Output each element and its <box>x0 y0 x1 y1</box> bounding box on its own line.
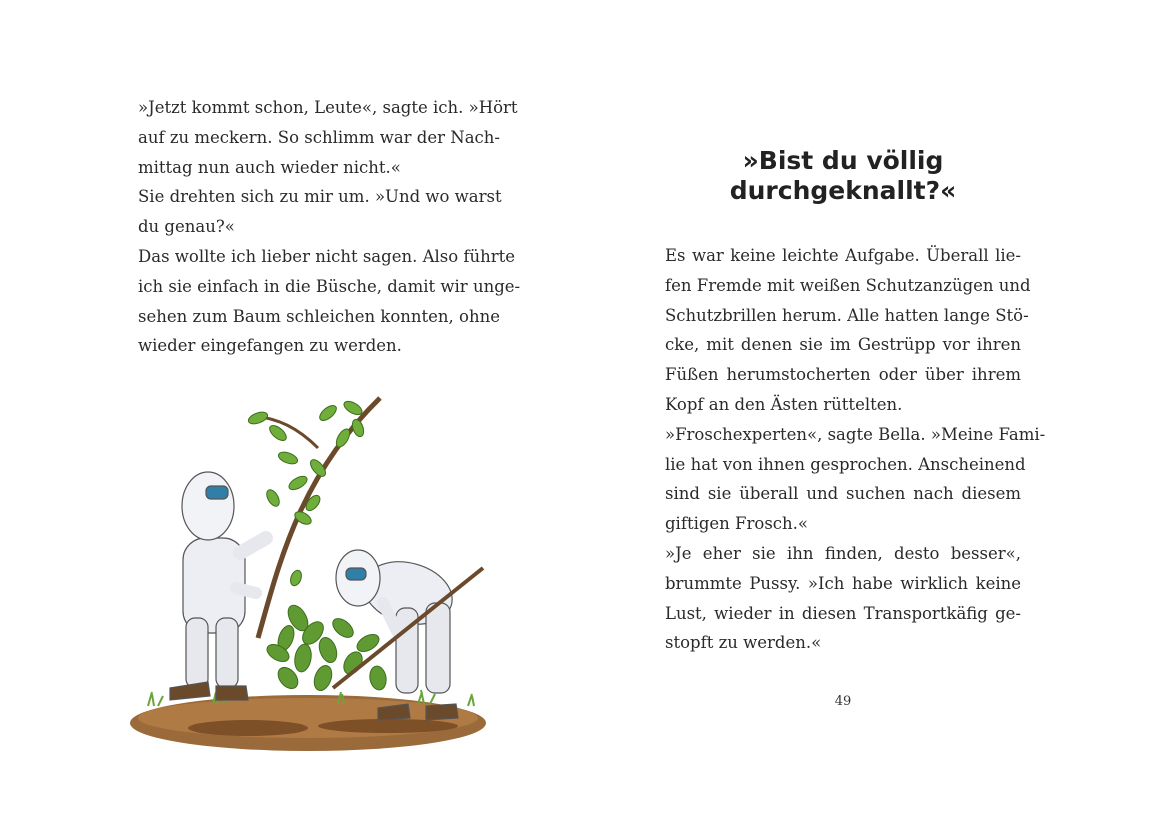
text-line: Das wollte ich lieber nicht sagen. Also führte <box>138 246 516 266</box>
right-page-text <box>665 241 1046 658</box>
page-number: 49 <box>834 694 852 709</box>
text-line: fen Fremde mit weißen Schutzanzügen und <box>665 275 1031 295</box>
text-line: Lust, wieder in diesen Transportkäfig ge- <box>665 603 1021 623</box>
text-line: ich sie einfach in die Büsche, damit wir unge- <box>138 276 521 296</box>
text-line: stopft zu werden.« <box>665 633 822 653</box>
text-line: auf zu meckern. So schlimm war der Nach- <box>138 127 500 147</box>
chapter-title <box>665 146 1021 206</box>
illustration-frog-experts <box>128 388 490 754</box>
text-line: Sie drehten sich zu mir um. »Und wo warst <box>138 187 502 207</box>
text-line: »Froschexperten«, sagte Bella. »Meine Fami- <box>665 424 1046 444</box>
text-line: Kopf an den Ästen rüttelten. <box>665 394 903 414</box>
text-line: Schutzbrillen herum. Alle hatten lange Stö- <box>665 305 1029 325</box>
text-line: cke, mit denen sie im Gestrüpp vor ihren <box>665 335 1021 355</box>
left-page-text <box>138 93 521 361</box>
text-line: »Jetzt kommt schon, Leute«, sagte ich. »Hört <box>138 98 518 117</box>
chapter-title-line: durchgeknallt?« <box>729 176 957 205</box>
left-page <box>0 0 578 826</box>
text-line: sehen zum Baum schleichen konnten, ohne <box>138 306 500 326</box>
text-line: brummte Pussy. »Ich habe wirklich keine <box>665 573 1021 593</box>
text-line: giftigen Frosch.« <box>665 514 808 534</box>
figure-standing <box>170 472 266 700</box>
text-line: mittag nun auch wieder nicht.« <box>138 157 401 177</box>
text-line: lie hat von ihnen gesprochen. Anscheinend <box>665 454 1026 474</box>
text-line: Es war keine leichte Aufgabe. Überall lie- <box>665 246 1021 265</box>
right-page <box>578 0 1157 826</box>
chapter-title-line: »Bist du völlig <box>742 146 944 175</box>
text-line: wieder eingefangen zu werden. <box>138 336 402 356</box>
text-line: sind sie überall und suchen nach diesem <box>665 484 1021 504</box>
text-line: »Je eher sie ihn finden, desto besser«, <box>665 543 1021 563</box>
text-line: du genau?« <box>138 217 235 237</box>
bush <box>264 602 388 693</box>
text-line: Füßen herumstocherten oder über ihrem <box>665 365 1021 385</box>
